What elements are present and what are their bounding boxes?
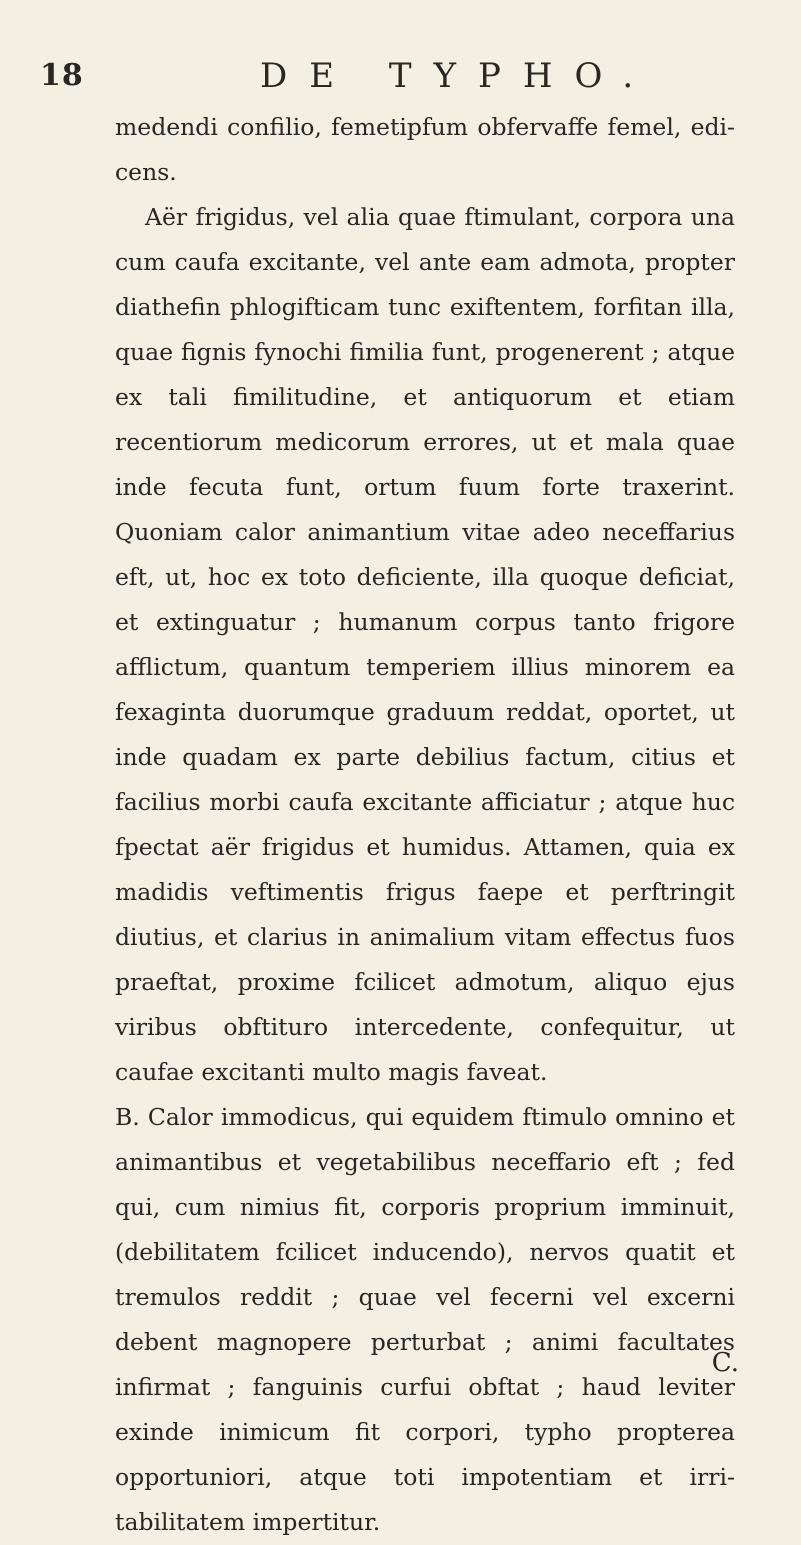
- catchword: C.: [711, 1348, 739, 1378]
- running-head: DE TYPHO.: [260, 56, 656, 96]
- paragraph-continuation: medendi confilio, femetipfum obfervaffe femel, edicens.: [115, 113, 735, 186]
- page-header: [40, 50, 761, 100]
- paragraph-aer-frigidus: Aër frigidus, vel alia quae ftimulant, corpora una cum caufa excitante, vel ante eam admota, propter diathefin phlogifticam tunc exiftentem, forfitan illa, quae fignis fynochi fimilia funt, progenerent ; atque ex tali fimilitudine, et antiquorum et etiam recentiorum medicorum errores, ut et mala quae inde fecuta funt, ortum fuum forte traxerint. Quoniam calor animantium vitae adeo neceffarius eft, ut, hoc ex toto deficiente, illa quoque deficiat, et extinguatur ; humanum corpus tanto frigore afflictum, quantum temperiem illius minorem ea fexaginta duorumque graduum reddat, oportet, ut inde quadam ex parte debilius factum, citius et facilius morbi caufa excitante afficiatur ; atque huc fpectat aër frigidus et humidus. Attamen, quia ex madidis veftimentis frigus faepe et perftringit diutius, et clarius in animalium vitam effectus fuos praeftat, proxime fcilicet admotum, aliquo ejus viribus obftituro intercedente, confequitur, ut caufae excitanti multo magis faveat.: [115, 203, 735, 1086]
- body-text: [115, 105, 735, 1545]
- paragraph-calor-immodicus: B. Calor immodicus, qui equidem ftimulo omnino et animantibus et vegetabilibus neceffario eft ; fed qui, cum nimius fit, corporis proprium imminuit, (debilitatem fcilicet inducendo), nervos quatit et tremulos reddit ; quae vel fecerni vel excerni debent magnopere perturbat ; animi facultates infirmat ; fanguinis curfui obftat ; haud leviter exinde inimicum fit corpori, typho propterea opportuniori, atque toti impotentiam et irritabilitatem impertitur.: [115, 1103, 735, 1536]
- page-number: 18: [40, 58, 84, 93]
